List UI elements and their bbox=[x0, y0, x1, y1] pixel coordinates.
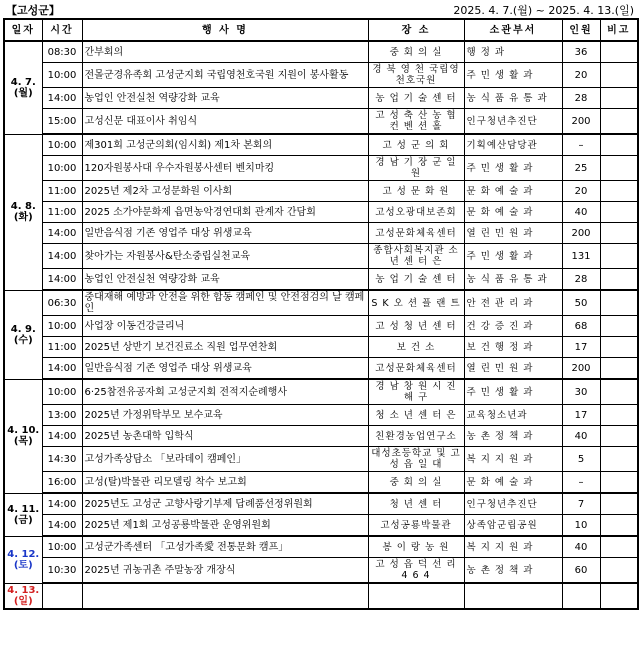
dept-cell: 인구청년추진단 bbox=[464, 493, 562, 515]
place-cell: 농 업 기 술 센 터 bbox=[368, 269, 464, 291]
table-row bbox=[4, 493, 638, 515]
time-cell: 08:30 bbox=[42, 41, 82, 63]
note-cell bbox=[600, 426, 638, 447]
time-cell: 14:00 bbox=[42, 358, 82, 380]
note-cell bbox=[600, 202, 638, 223]
event-cell: 찾아가는 자원봉사&탄소중립실천교육 bbox=[82, 244, 368, 269]
dept-cell: 상족암군립공원 bbox=[464, 515, 562, 537]
count-cell: 36 bbox=[562, 41, 600, 63]
dept-cell: 안 전 관 리 과 bbox=[464, 290, 562, 316]
time-cell: 14:30 bbox=[42, 447, 82, 472]
date-cell: 4. 9. (수) bbox=[4, 290, 42, 379]
time-cell: 11:00 bbox=[42, 202, 82, 223]
count-cell: 50 bbox=[562, 290, 600, 316]
table-header-row bbox=[4, 19, 638, 41]
dept-cell: 농 촌 정 책 과 bbox=[464, 558, 562, 584]
dept-cell: 문 화 예 술 과 bbox=[464, 181, 562, 202]
count-cell: – bbox=[562, 134, 600, 156]
place-cell: 농 업 기 술 센 터 bbox=[368, 88, 464, 109]
note-cell bbox=[600, 536, 638, 558]
region-title: 【고성군】 bbox=[6, 4, 60, 17]
time-cell: 14:00 bbox=[42, 88, 82, 109]
count-cell: 25 bbox=[562, 156, 600, 181]
dept-cell: 복 지 지 원 과 bbox=[464, 536, 562, 558]
dept-cell: 인구청년추진단 bbox=[464, 109, 562, 135]
event-cell: 2025년 귀농귀촌 주말농장 개장식 bbox=[82, 558, 368, 584]
count-cell: 200 bbox=[562, 109, 600, 135]
table-row bbox=[4, 447, 638, 472]
table-row bbox=[4, 63, 638, 88]
note-cell bbox=[600, 269, 638, 291]
table-row bbox=[4, 536, 638, 558]
event-cell: 전몰군경유족회 고성군지회 국립영천호국원 지원이 봉사활동 bbox=[82, 63, 368, 88]
time-cell: 10:00 bbox=[42, 134, 82, 156]
time-cell: 14:00 bbox=[42, 244, 82, 269]
col-event: 행 사 명 bbox=[82, 19, 368, 41]
place-cell: 종합사회복지관 소 년 센 터 은 bbox=[368, 244, 464, 269]
time-cell: 10:30 bbox=[42, 558, 82, 584]
table-row bbox=[4, 515, 638, 537]
place-cell: 대성초등학교 및 고 성 읍 일 대 bbox=[368, 447, 464, 472]
schedule-table bbox=[3, 18, 639, 610]
note-cell bbox=[600, 223, 638, 244]
count-cell: 68 bbox=[562, 316, 600, 337]
event-cell: 고성가족상담소 「보라데이 캠페인」 bbox=[82, 447, 368, 472]
event-cell: 농업인 안전실천 역량강화 교육 bbox=[82, 269, 368, 291]
note-cell bbox=[600, 405, 638, 426]
dept-cell: 열 린 민 원 과 bbox=[464, 358, 562, 380]
time-cell: 10:00 bbox=[42, 63, 82, 88]
note-cell bbox=[600, 558, 638, 584]
place-cell: 중 회 의 실 bbox=[368, 472, 464, 494]
table-row bbox=[4, 181, 638, 202]
place-cell: 청 소 년 센 터 은 bbox=[368, 405, 464, 426]
event-cell: 2025년 제2차 고성문화원 이사회 bbox=[82, 181, 368, 202]
time-cell: 16:00 bbox=[42, 472, 82, 494]
count-cell: 40 bbox=[562, 202, 600, 223]
note-cell bbox=[600, 316, 638, 337]
place-cell: 경 남 창 원 시 진 해 구 bbox=[368, 379, 464, 405]
note-cell bbox=[600, 181, 638, 202]
note-cell bbox=[600, 379, 638, 405]
col-note: 비고 bbox=[600, 19, 638, 41]
dept-cell bbox=[464, 583, 562, 609]
event-cell: 2025년도 고성군 고향사랑기부제 답례품선정위원회 bbox=[82, 493, 368, 515]
note-cell bbox=[600, 156, 638, 181]
table-row bbox=[4, 223, 638, 244]
place-cell: 고 성 읍 덕 선 리 4 6 4 bbox=[368, 558, 464, 584]
note-cell bbox=[600, 583, 638, 609]
dept-cell: 주 민 생 활 과 bbox=[464, 63, 562, 88]
date-cell: 4. 13. (일) bbox=[4, 583, 42, 609]
table-row bbox=[4, 202, 638, 223]
time-cell: 14:00 bbox=[42, 269, 82, 291]
table-row bbox=[4, 316, 638, 337]
place-cell: 친환경농업연구소 bbox=[368, 426, 464, 447]
event-cell: 2025 소가야문화제 읍면농악경연대회 관계자 간담회 bbox=[82, 202, 368, 223]
period-range: 2025. 4. 7.(월) ~ 2025. 4. 13.(일) bbox=[453, 4, 634, 17]
event-cell: 2025년 농촌대학 입학식 bbox=[82, 426, 368, 447]
dept-cell: 교육청소년과 bbox=[464, 405, 562, 426]
time-cell: 14:00 bbox=[42, 515, 82, 537]
table-row bbox=[4, 244, 638, 269]
time-cell: 14:00 bbox=[42, 493, 82, 515]
note-cell bbox=[600, 41, 638, 63]
place-cell: 경 남 기 장 군 일 원 bbox=[368, 156, 464, 181]
event-cell: 120자원봉사대 우수자원봉사센터 벤치마킹 bbox=[82, 156, 368, 181]
count-cell: 20 bbox=[562, 181, 600, 202]
count-cell: 200 bbox=[562, 358, 600, 380]
table-row bbox=[4, 41, 638, 63]
count-cell: 60 bbox=[562, 558, 600, 584]
dept-cell: 주 민 생 활 과 bbox=[464, 244, 562, 269]
col-dept: 소관부서 bbox=[464, 19, 562, 41]
event-cell: 2025년 가정위탁부모 보수교육 bbox=[82, 405, 368, 426]
date-cell: 4. 10. (목) bbox=[4, 379, 42, 493]
dept-cell: 농 식 품 유 통 과 bbox=[464, 269, 562, 291]
table-row bbox=[4, 290, 638, 316]
table-row bbox=[4, 109, 638, 135]
col-time: 시간 bbox=[42, 19, 82, 41]
time-cell: 11:00 bbox=[42, 181, 82, 202]
event-cell: 고성군가족센터 「고성가족愛 전통문화 캠프」 bbox=[82, 536, 368, 558]
col-date: 일자 bbox=[4, 19, 42, 41]
table-row bbox=[4, 426, 638, 447]
header-bar bbox=[0, 0, 640, 18]
schedule-body bbox=[4, 41, 638, 609]
count-cell: 28 bbox=[562, 269, 600, 291]
event-cell: 간부회의 bbox=[82, 41, 368, 63]
count-cell: – bbox=[562, 472, 600, 494]
col-place: 장 소 bbox=[368, 19, 464, 41]
time-cell: 10:00 bbox=[42, 536, 82, 558]
table-row bbox=[4, 379, 638, 405]
place-cell: 보 건 소 bbox=[368, 337, 464, 358]
event-cell: 2025년 상반기 보건진료소 직원 업무연찬회 bbox=[82, 337, 368, 358]
note-cell bbox=[600, 134, 638, 156]
note-cell bbox=[600, 63, 638, 88]
dept-cell: 문 화 예 술 과 bbox=[464, 472, 562, 494]
note-cell bbox=[600, 472, 638, 494]
dept-cell: 행 정 과 bbox=[464, 41, 562, 63]
event-cell bbox=[82, 583, 368, 609]
time-cell: 15:00 bbox=[42, 109, 82, 135]
count-cell: 40 bbox=[562, 536, 600, 558]
table-row bbox=[4, 405, 638, 426]
place-cell: 고 성 청 년 센 터 bbox=[368, 316, 464, 337]
dept-cell: 문 화 예 술 과 bbox=[464, 202, 562, 223]
note-cell bbox=[600, 493, 638, 515]
date-cell: 4. 8. (화) bbox=[4, 134, 42, 290]
table-row bbox=[4, 156, 638, 181]
place-cell bbox=[368, 583, 464, 609]
col-count: 인원 bbox=[562, 19, 600, 41]
date-cell: 4. 12. (토) bbox=[4, 536, 42, 583]
time-cell: 10:00 bbox=[42, 379, 82, 405]
date-cell: 4. 11. (금) bbox=[4, 493, 42, 536]
dept-cell: 농 촌 정 책 과 bbox=[464, 426, 562, 447]
dept-cell: 건 강 증 진 과 bbox=[464, 316, 562, 337]
count-cell: 131 bbox=[562, 244, 600, 269]
event-cell: 2025년 제1회 고성공룡박물관 운영위원회 bbox=[82, 515, 368, 537]
dept-cell: 기획예산담당관 bbox=[464, 134, 562, 156]
place-cell: 고 성 문 화 원 bbox=[368, 181, 464, 202]
dept-cell: 보 건 행 정 과 bbox=[464, 337, 562, 358]
count-cell: 20 bbox=[562, 63, 600, 88]
note-cell bbox=[600, 337, 638, 358]
table-row bbox=[4, 472, 638, 494]
time-cell bbox=[42, 583, 82, 609]
place-cell: 고성문화체육센터 bbox=[368, 358, 464, 380]
note-cell bbox=[600, 290, 638, 316]
dept-cell: 주 민 생 활 과 bbox=[464, 156, 562, 181]
count-cell: 5 bbox=[562, 447, 600, 472]
time-cell: 11:00 bbox=[42, 337, 82, 358]
table-row bbox=[4, 337, 638, 358]
place-cell: 고성문화체육센터 bbox=[368, 223, 464, 244]
dept-cell: 열 린 민 원 과 bbox=[464, 223, 562, 244]
place-cell: 고성오광대보존회 bbox=[368, 202, 464, 223]
time-cell: 13:00 bbox=[42, 405, 82, 426]
note-cell bbox=[600, 88, 638, 109]
note-cell bbox=[600, 358, 638, 380]
event-cell: 제301회 고성군의회(임시회) 제1차 본회의 bbox=[82, 134, 368, 156]
event-cell: 고성신문 대표이사 취임식 bbox=[82, 109, 368, 135]
table-row bbox=[4, 583, 638, 609]
time-cell: 10:00 bbox=[42, 316, 82, 337]
event-cell: 고성(탈)박물관 리모델링 착수 보고회 bbox=[82, 472, 368, 494]
dept-cell: 농 식 품 유 통 과 bbox=[464, 88, 562, 109]
table-row bbox=[4, 134, 638, 156]
event-cell: 일반음식점 기존 영업주 대상 위생교육 bbox=[82, 358, 368, 380]
event-cell: 일반음식점 기존 영업주 대상 위생교육 bbox=[82, 223, 368, 244]
count-cell: 200 bbox=[562, 223, 600, 244]
dept-cell: 주 민 생 활 과 bbox=[464, 379, 562, 405]
place-cell: 청 년 센 터 bbox=[368, 493, 464, 515]
note-cell bbox=[600, 109, 638, 135]
time-cell: 14:00 bbox=[42, 223, 82, 244]
event-cell: 농업인 안전실천 역량강화 교육 bbox=[82, 88, 368, 109]
date-cell: 4. 7. (월) bbox=[4, 41, 42, 134]
note-cell bbox=[600, 515, 638, 537]
count-cell: 10 bbox=[562, 515, 600, 537]
table-row bbox=[4, 558, 638, 584]
count-cell: 17 bbox=[562, 405, 600, 426]
place-cell: 고 성 군 의 회 bbox=[368, 134, 464, 156]
place-cell: 고성공룡박물관 bbox=[368, 515, 464, 537]
table-row bbox=[4, 269, 638, 291]
table-row bbox=[4, 88, 638, 109]
note-cell bbox=[600, 244, 638, 269]
place-cell: 중 회 의 실 bbox=[368, 41, 464, 63]
table-row bbox=[4, 358, 638, 380]
count-cell: 28 bbox=[562, 88, 600, 109]
event-cell: 사업장 이동건강클리닉 bbox=[82, 316, 368, 337]
count-cell: 30 bbox=[562, 379, 600, 405]
time-cell: 14:00 bbox=[42, 426, 82, 447]
note-cell bbox=[600, 447, 638, 472]
count-cell: 17 bbox=[562, 337, 600, 358]
dept-cell: 복 지 지 원 과 bbox=[464, 447, 562, 472]
count-cell: 40 bbox=[562, 426, 600, 447]
count-cell: 7 bbox=[562, 493, 600, 515]
event-cell: 6·25참전유공자회 고성군지회 전적지순례행사 bbox=[82, 379, 368, 405]
place-cell: 경 북 영 천 국립영천호국원 bbox=[368, 63, 464, 88]
place-cell: 봉 이 랑 농 원 bbox=[368, 536, 464, 558]
place-cell: 고 성 축 산 농 협 컨 벤 션 홀 bbox=[368, 109, 464, 135]
time-cell: 10:00 bbox=[42, 156, 82, 181]
event-cell: 중대재해 예방과 안전을 위한 합동 캠페인 및 안전점검의 날 캠페인 bbox=[82, 290, 368, 316]
time-cell: 06:30 bbox=[42, 290, 82, 316]
count-cell bbox=[562, 583, 600, 609]
place-cell: S K 오 션 플 랜 트 bbox=[368, 290, 464, 316]
